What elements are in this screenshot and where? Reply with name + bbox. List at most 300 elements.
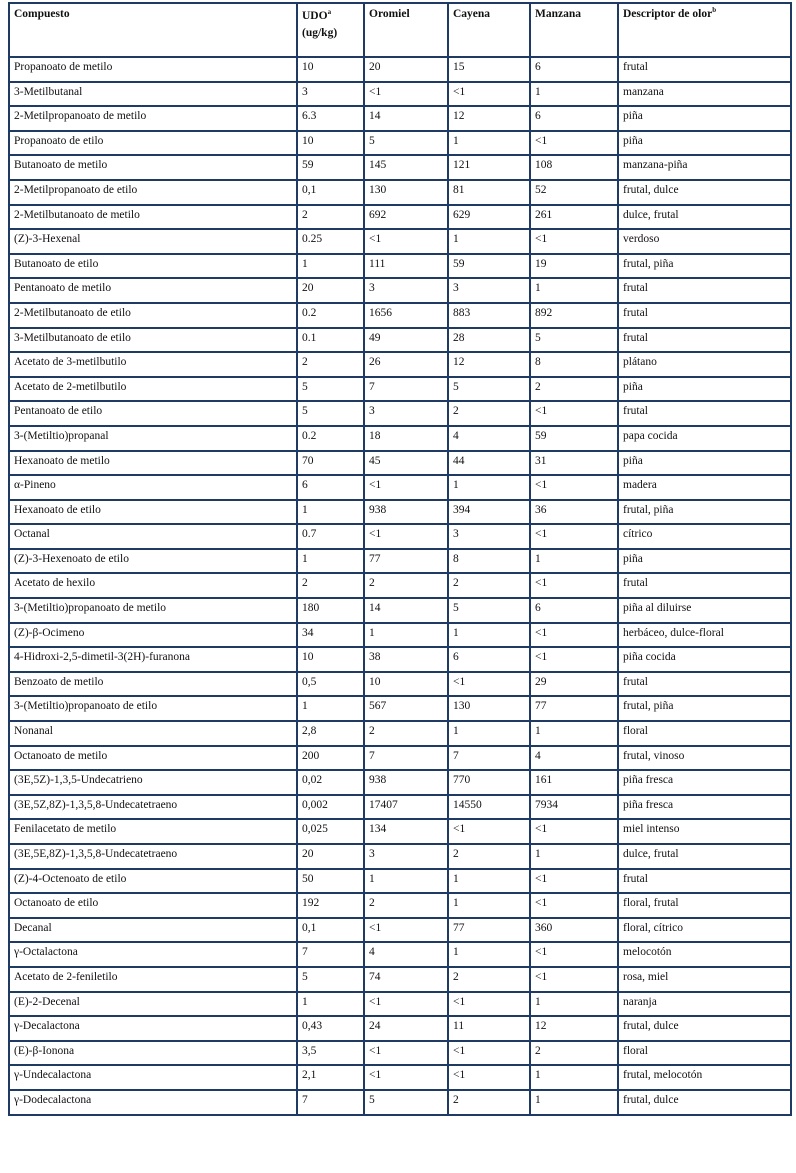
cell-descriptor: cítrico: [618, 524, 791, 549]
cell-cayena: <1: [448, 82, 530, 107]
cell-descriptor: plátano: [618, 352, 791, 377]
cell-udo: 0,43: [297, 1016, 364, 1041]
header-manzana: Manzana: [530, 3, 618, 57]
cell-cayena: 44: [448, 451, 530, 476]
cell-cayena: 8: [448, 549, 530, 574]
cell-cayena: 3: [448, 278, 530, 303]
table-row: [9, 918, 791, 943]
cell-compuesto: 2-Metilpropanoato de etilo: [9, 180, 297, 205]
table-row: [9, 229, 791, 254]
table-body: [9, 57, 791, 1115]
cell-cayena: <1: [448, 1065, 530, 1090]
cell-cayena: 5: [448, 377, 530, 402]
cell-oromiel: 1656: [364, 303, 448, 328]
cell-oromiel: 38: [364, 647, 448, 672]
cell-compuesto: (E)-2-Decenal: [9, 992, 297, 1017]
cell-cayena: 1: [448, 475, 530, 500]
table-row: [9, 844, 791, 869]
cell-udo: 0.2: [297, 426, 364, 451]
cell-compuesto: (3E,5E,8Z)-1,3,5,8-Undecatetraeno: [9, 844, 297, 869]
cell-descriptor: melocotón: [618, 942, 791, 967]
cell-manzana: 5: [530, 328, 618, 353]
cell-compuesto: Acetato de hexilo: [9, 573, 297, 598]
table-row: [9, 1065, 791, 1090]
cell-compuesto: Butanoato de etilo: [9, 254, 297, 279]
cell-compuesto: Hexanoato de etilo: [9, 500, 297, 525]
table-row: [9, 303, 791, 328]
table-row: [9, 57, 791, 82]
cell-cayena: 4: [448, 426, 530, 451]
cell-compuesto: Pentanoato de metilo: [9, 278, 297, 303]
cell-cayena: 629: [448, 205, 530, 230]
header-udo: UDO$^a$ (ug/kg): [297, 3, 364, 57]
cell-udo: 0.2: [297, 303, 364, 328]
cell-oromiel: 5: [364, 1090, 448, 1115]
table-row: [9, 942, 791, 967]
table-row: [9, 401, 791, 426]
table-row: [9, 500, 791, 525]
cell-oromiel: 111: [364, 254, 448, 279]
cell-descriptor: frutal, vinoso: [618, 746, 791, 771]
cell-descriptor: frutal, piña: [618, 500, 791, 525]
cell-udo: 1: [297, 696, 364, 721]
cell-cayena: 2: [448, 844, 530, 869]
table-row: [9, 106, 791, 131]
cell-oromiel: 49: [364, 328, 448, 353]
cell-manzana: 1: [530, 992, 618, 1017]
cell-manzana: <1: [530, 229, 618, 254]
cell-oromiel: 24: [364, 1016, 448, 1041]
cell-manzana: 2: [530, 377, 618, 402]
cell-compuesto: γ-Octalactona: [9, 942, 297, 967]
cell-descriptor: piña cocida: [618, 647, 791, 672]
cell-udo: 0,002: [297, 795, 364, 820]
table-row: [9, 721, 791, 746]
cell-udo: 1: [297, 549, 364, 574]
cell-descriptor: miel intenso: [618, 819, 791, 844]
cell-manzana: <1: [530, 647, 618, 672]
cell-cayena: 12: [448, 352, 530, 377]
cell-oromiel: 1: [364, 623, 448, 648]
cell-oromiel: 2: [364, 721, 448, 746]
cell-udo: 2,1: [297, 1065, 364, 1090]
cell-oromiel: <1: [364, 918, 448, 943]
cell-oromiel: 3: [364, 844, 448, 869]
cell-compuesto: (Z)-4-Octenoato de etilo: [9, 869, 297, 894]
cell-udo: 2: [297, 352, 364, 377]
table-row: [9, 1016, 791, 1041]
cell-descriptor: papa cocida: [618, 426, 791, 451]
table-row: [9, 377, 791, 402]
cell-descriptor: frutal: [618, 573, 791, 598]
cell-descriptor: frutal, piña: [618, 254, 791, 279]
cell-udo: 0,025: [297, 819, 364, 844]
cell-oromiel: 14: [364, 598, 448, 623]
cell-manzana: <1: [530, 942, 618, 967]
cell-udo: 0.25: [297, 229, 364, 254]
cell-cayena: 121: [448, 155, 530, 180]
cell-manzana: 4: [530, 746, 618, 771]
cell-manzana: 892: [530, 303, 618, 328]
cell-udo: 70: [297, 451, 364, 476]
table-row: [9, 696, 791, 721]
table-row: [9, 1090, 791, 1115]
cell-descriptor: piña fresca: [618, 795, 791, 820]
cell-cayena: 77: [448, 918, 530, 943]
cell-oromiel: 7: [364, 377, 448, 402]
cell-cayena: 130: [448, 696, 530, 721]
cell-udo: 1: [297, 992, 364, 1017]
cell-cayena: 5: [448, 598, 530, 623]
cell-descriptor: frutal, melocotón: [618, 1065, 791, 1090]
cell-cayena: <1: [448, 819, 530, 844]
cell-udo: 7: [297, 942, 364, 967]
cell-udo: 5: [297, 967, 364, 992]
cell-descriptor: dulce, frutal: [618, 205, 791, 230]
cell-udo: 3: [297, 82, 364, 107]
table-container: [8, 2, 790, 1116]
cell-compuesto: Octanal: [9, 524, 297, 549]
table-row: [9, 549, 791, 574]
cell-descriptor: piña al diluirse: [618, 598, 791, 623]
cell-cayena: 6: [448, 647, 530, 672]
header-cayena: Cayena: [448, 3, 530, 57]
cell-oromiel: 18: [364, 426, 448, 451]
cell-cayena: 11: [448, 1016, 530, 1041]
cell-oromiel: 567: [364, 696, 448, 721]
cell-manzana: 360: [530, 918, 618, 943]
cell-oromiel: <1: [364, 992, 448, 1017]
cell-manzana: <1: [530, 893, 618, 918]
cell-compuesto: α-Pineno: [9, 475, 297, 500]
cell-oromiel: 134: [364, 819, 448, 844]
cell-compuesto: 2-Metilbutanoato de etilo: [9, 303, 297, 328]
cell-descriptor: piña fresca: [618, 770, 791, 795]
cell-manzana: <1: [530, 623, 618, 648]
table-row: [9, 524, 791, 549]
cell-descriptor: floral: [618, 721, 791, 746]
header-descriptor: Descriptor de olor$^b$: [618, 3, 791, 57]
cell-cayena: 883: [448, 303, 530, 328]
cell-udo: 0,1: [297, 918, 364, 943]
cell-compuesto: Propanoato de etilo: [9, 131, 297, 156]
table-row: [9, 180, 791, 205]
cell-manzana: 1: [530, 721, 618, 746]
header-oromiel: Oromiel: [364, 3, 448, 57]
cell-descriptor: frutal: [618, 303, 791, 328]
cell-descriptor: frutal, dulce: [618, 1090, 791, 1115]
cell-manzana: 6: [530, 598, 618, 623]
cell-oromiel: <1: [364, 1041, 448, 1066]
table-row: [9, 352, 791, 377]
cell-oromiel: <1: [364, 229, 448, 254]
cell-compuesto: 4-Hidroxi-2,5-dimetil-3(2H)-furanona: [9, 647, 297, 672]
cell-compuesto: (Z)-β-Ocimeno: [9, 623, 297, 648]
cell-cayena: <1: [448, 992, 530, 1017]
cell-oromiel: 938: [364, 500, 448, 525]
cell-cayena: 2: [448, 967, 530, 992]
cell-manzana: <1: [530, 401, 618, 426]
cell-udo: 20: [297, 278, 364, 303]
cell-cayena: 1: [448, 942, 530, 967]
cell-compuesto: Acetato de 3-metilbutilo: [9, 352, 297, 377]
table-row: [9, 82, 791, 107]
cell-oromiel: 2: [364, 893, 448, 918]
cell-descriptor: dulce, frutal: [618, 844, 791, 869]
cell-udo: 5: [297, 377, 364, 402]
cell-compuesto: Butanoato de metilo: [9, 155, 297, 180]
cell-descriptor: manzana-piña: [618, 155, 791, 180]
table-row: [9, 672, 791, 697]
cell-manzana: 36: [530, 500, 618, 525]
cell-udo: 2,8: [297, 721, 364, 746]
cell-manzana: 1: [530, 82, 618, 107]
table-row: [9, 278, 791, 303]
cell-oromiel: 145: [364, 155, 448, 180]
cell-descriptor: frutal: [618, 57, 791, 82]
cell-cayena: 1: [448, 623, 530, 648]
cell-cayena: 14550: [448, 795, 530, 820]
cell-cayena: 7: [448, 746, 530, 771]
cell-udo: 0.7: [297, 524, 364, 549]
cell-oromiel: 2: [364, 573, 448, 598]
cell-cayena: 59: [448, 254, 530, 279]
cell-cayena: 1: [448, 721, 530, 746]
cell-compuesto: 3-(Metiltio)propanal: [9, 426, 297, 451]
cell-descriptor: piña: [618, 451, 791, 476]
table-row: [9, 893, 791, 918]
cell-manzana: 1: [530, 1090, 618, 1115]
cell-oromiel: 938: [364, 770, 448, 795]
table-row: [9, 426, 791, 451]
cell-udo: 192: [297, 893, 364, 918]
cell-manzana: 29: [530, 672, 618, 697]
cell-descriptor: frutal, piña: [618, 696, 791, 721]
cell-compuesto: Acetato de 2-metilbutilo: [9, 377, 297, 402]
cell-compuesto: γ-Dodecalactona: [9, 1090, 297, 1115]
cell-manzana: 1: [530, 844, 618, 869]
cell-manzana: 1: [530, 278, 618, 303]
cell-descriptor: frutal, dulce: [618, 1016, 791, 1041]
cell-descriptor: piña: [618, 131, 791, 156]
table-row: [9, 451, 791, 476]
cell-cayena: 81: [448, 180, 530, 205]
cell-udo: 50: [297, 869, 364, 894]
cell-oromiel: 14: [364, 106, 448, 131]
cell-oromiel: 10: [364, 672, 448, 697]
cell-udo: 2: [297, 205, 364, 230]
table-row: [9, 205, 791, 230]
cell-manzana: 7934: [530, 795, 618, 820]
cell-manzana: 161: [530, 770, 618, 795]
cell-descriptor: herbáceo, dulce-floral: [618, 623, 791, 648]
cell-cayena: 28: [448, 328, 530, 353]
cell-compuesto: Acetato de 2-feniletilo: [9, 967, 297, 992]
cell-manzana: 6: [530, 57, 618, 82]
cell-udo: 7: [297, 1090, 364, 1115]
cell-compuesto: (3E,5Z,8Z)-1,3,5,8-Undecatetraeno: [9, 795, 297, 820]
cell-cayena: 1: [448, 229, 530, 254]
cell-oromiel: 77: [364, 549, 448, 574]
cell-cayena: 1: [448, 131, 530, 156]
cell-cayena: 12: [448, 106, 530, 131]
cell-descriptor: piña: [618, 377, 791, 402]
cell-manzana: 19: [530, 254, 618, 279]
cell-manzana: <1: [530, 524, 618, 549]
header-compuesto: Compuesto: [9, 3, 297, 57]
table-row: [9, 598, 791, 623]
cell-udo: 180: [297, 598, 364, 623]
cell-udo: 10: [297, 131, 364, 156]
cell-compuesto: (3E,5Z)-1,3,5-Undecatrieno: [9, 770, 297, 795]
cell-compuesto: 3-(Metiltio)propanoato de etilo: [9, 696, 297, 721]
cell-manzana: <1: [530, 869, 618, 894]
cell-manzana: 6: [530, 106, 618, 131]
cell-descriptor: frutal: [618, 328, 791, 353]
cell-udo: 5: [297, 401, 364, 426]
cell-udo: 10: [297, 647, 364, 672]
cell-udo: 0,02: [297, 770, 364, 795]
cell-oromiel: 1: [364, 869, 448, 894]
cell-cayena: 2: [448, 1090, 530, 1115]
cell-descriptor: madera: [618, 475, 791, 500]
cell-compuesto: 3-Metilbutanoato de etilo: [9, 328, 297, 353]
table-row: [9, 770, 791, 795]
cell-manzana: 52: [530, 180, 618, 205]
cell-oromiel: 7: [364, 746, 448, 771]
cell-oromiel: 45: [364, 451, 448, 476]
cell-oromiel: 3: [364, 401, 448, 426]
table-row: [9, 1041, 791, 1066]
cell-compuesto: Pentanoato de etilo: [9, 401, 297, 426]
cell-descriptor: frutal: [618, 869, 791, 894]
table-row: [9, 967, 791, 992]
cell-manzana: 261: [530, 205, 618, 230]
odor-compounds-table: [8, 2, 792, 1116]
cell-udo: 0,5: [297, 672, 364, 697]
cell-udo: 6.3: [297, 106, 364, 131]
cell-descriptor: naranja: [618, 992, 791, 1017]
cell-cayena: <1: [448, 1041, 530, 1066]
cell-compuesto: γ-Decalactona: [9, 1016, 297, 1041]
cell-descriptor: floral, frutal: [618, 893, 791, 918]
cell-compuesto: 3-(Metiltio)propanoato de metilo: [9, 598, 297, 623]
cell-cayena: 3: [448, 524, 530, 549]
cell-descriptor: rosa, miel: [618, 967, 791, 992]
cell-oromiel: 3: [364, 278, 448, 303]
cell-manzana: <1: [530, 573, 618, 598]
cell-manzana: 2: [530, 1041, 618, 1066]
cell-oromiel: <1: [364, 524, 448, 549]
cell-descriptor: floral, cítrico: [618, 918, 791, 943]
cell-compuesto: 2-Metilbutanoato de metilo: [9, 205, 297, 230]
cell-manzana: <1: [530, 967, 618, 992]
table-row: [9, 795, 791, 820]
table-row: [9, 131, 791, 156]
cell-cayena: 2: [448, 401, 530, 426]
cell-descriptor: piña: [618, 549, 791, 574]
cell-compuesto: (E)-β-Ionona: [9, 1041, 297, 1066]
cell-udo: 34: [297, 623, 364, 648]
cell-compuesto: Octanoato de etilo: [9, 893, 297, 918]
cell-manzana: 1: [530, 549, 618, 574]
cell-descriptor: frutal: [618, 401, 791, 426]
cell-compuesto: Fenilacetato de metilo: [9, 819, 297, 844]
table-row: [9, 869, 791, 894]
cell-descriptor: verdoso: [618, 229, 791, 254]
cell-udo: 3,5: [297, 1041, 364, 1066]
table-row: [9, 992, 791, 1017]
cell-udo: 0.1: [297, 328, 364, 353]
cell-manzana: 77: [530, 696, 618, 721]
cell-udo: 1: [297, 500, 364, 525]
table-row: [9, 155, 791, 180]
cell-compuesto: (Z)-3-Hexenoato de etilo: [9, 549, 297, 574]
cell-manzana: 31: [530, 451, 618, 476]
cell-cayena: 2: [448, 573, 530, 598]
cell-manzana: <1: [530, 131, 618, 156]
cell-compuesto: Nonanal: [9, 721, 297, 746]
cell-oromiel: 5: [364, 131, 448, 156]
table-row: [9, 647, 791, 672]
cell-descriptor: piña: [618, 106, 791, 131]
cell-descriptor: manzana: [618, 82, 791, 107]
cell-cayena: <1: [448, 672, 530, 697]
cell-oromiel: <1: [364, 1065, 448, 1090]
cell-cayena: 1: [448, 893, 530, 918]
cell-cayena: 15: [448, 57, 530, 82]
cell-oromiel: 4: [364, 942, 448, 967]
cell-manzana: 12: [530, 1016, 618, 1041]
cell-compuesto: Hexanoato de metilo: [9, 451, 297, 476]
cell-oromiel: 130: [364, 180, 448, 205]
cell-oromiel: 26: [364, 352, 448, 377]
cell-compuesto: (Z)-3-Hexenal: [9, 229, 297, 254]
cell-manzana: 108: [530, 155, 618, 180]
cell-manzana: <1: [530, 819, 618, 844]
table-row: [9, 254, 791, 279]
cell-compuesto: Benzoato de metilo: [9, 672, 297, 697]
cell-udo: 59: [297, 155, 364, 180]
table-row: [9, 746, 791, 771]
cell-udo: 0,1: [297, 180, 364, 205]
cell-udo: 2: [297, 573, 364, 598]
cell-descriptor: frutal: [618, 672, 791, 697]
cell-compuesto: Propanoato de metilo: [9, 57, 297, 82]
cell-cayena: 394: [448, 500, 530, 525]
cell-oromiel: 17407: [364, 795, 448, 820]
table-row: [9, 573, 791, 598]
cell-udo: 6: [297, 475, 364, 500]
table-row: [9, 623, 791, 648]
cell-compuesto: Octanoato de metilo: [9, 746, 297, 771]
table-row: [9, 328, 791, 353]
header-row: [9, 3, 791, 57]
cell-oromiel: 20: [364, 57, 448, 82]
cell-oromiel: <1: [364, 82, 448, 107]
cell-descriptor: floral: [618, 1041, 791, 1066]
cell-udo: 10: [297, 57, 364, 82]
cell-descriptor: frutal, dulce: [618, 180, 791, 205]
cell-cayena: 1: [448, 869, 530, 894]
table-row: [9, 475, 791, 500]
cell-cayena: 770: [448, 770, 530, 795]
cell-oromiel: 74: [364, 967, 448, 992]
cell-udo: 1: [297, 254, 364, 279]
cell-udo: 200: [297, 746, 364, 771]
table-row: [9, 819, 791, 844]
cell-oromiel: <1: [364, 475, 448, 500]
